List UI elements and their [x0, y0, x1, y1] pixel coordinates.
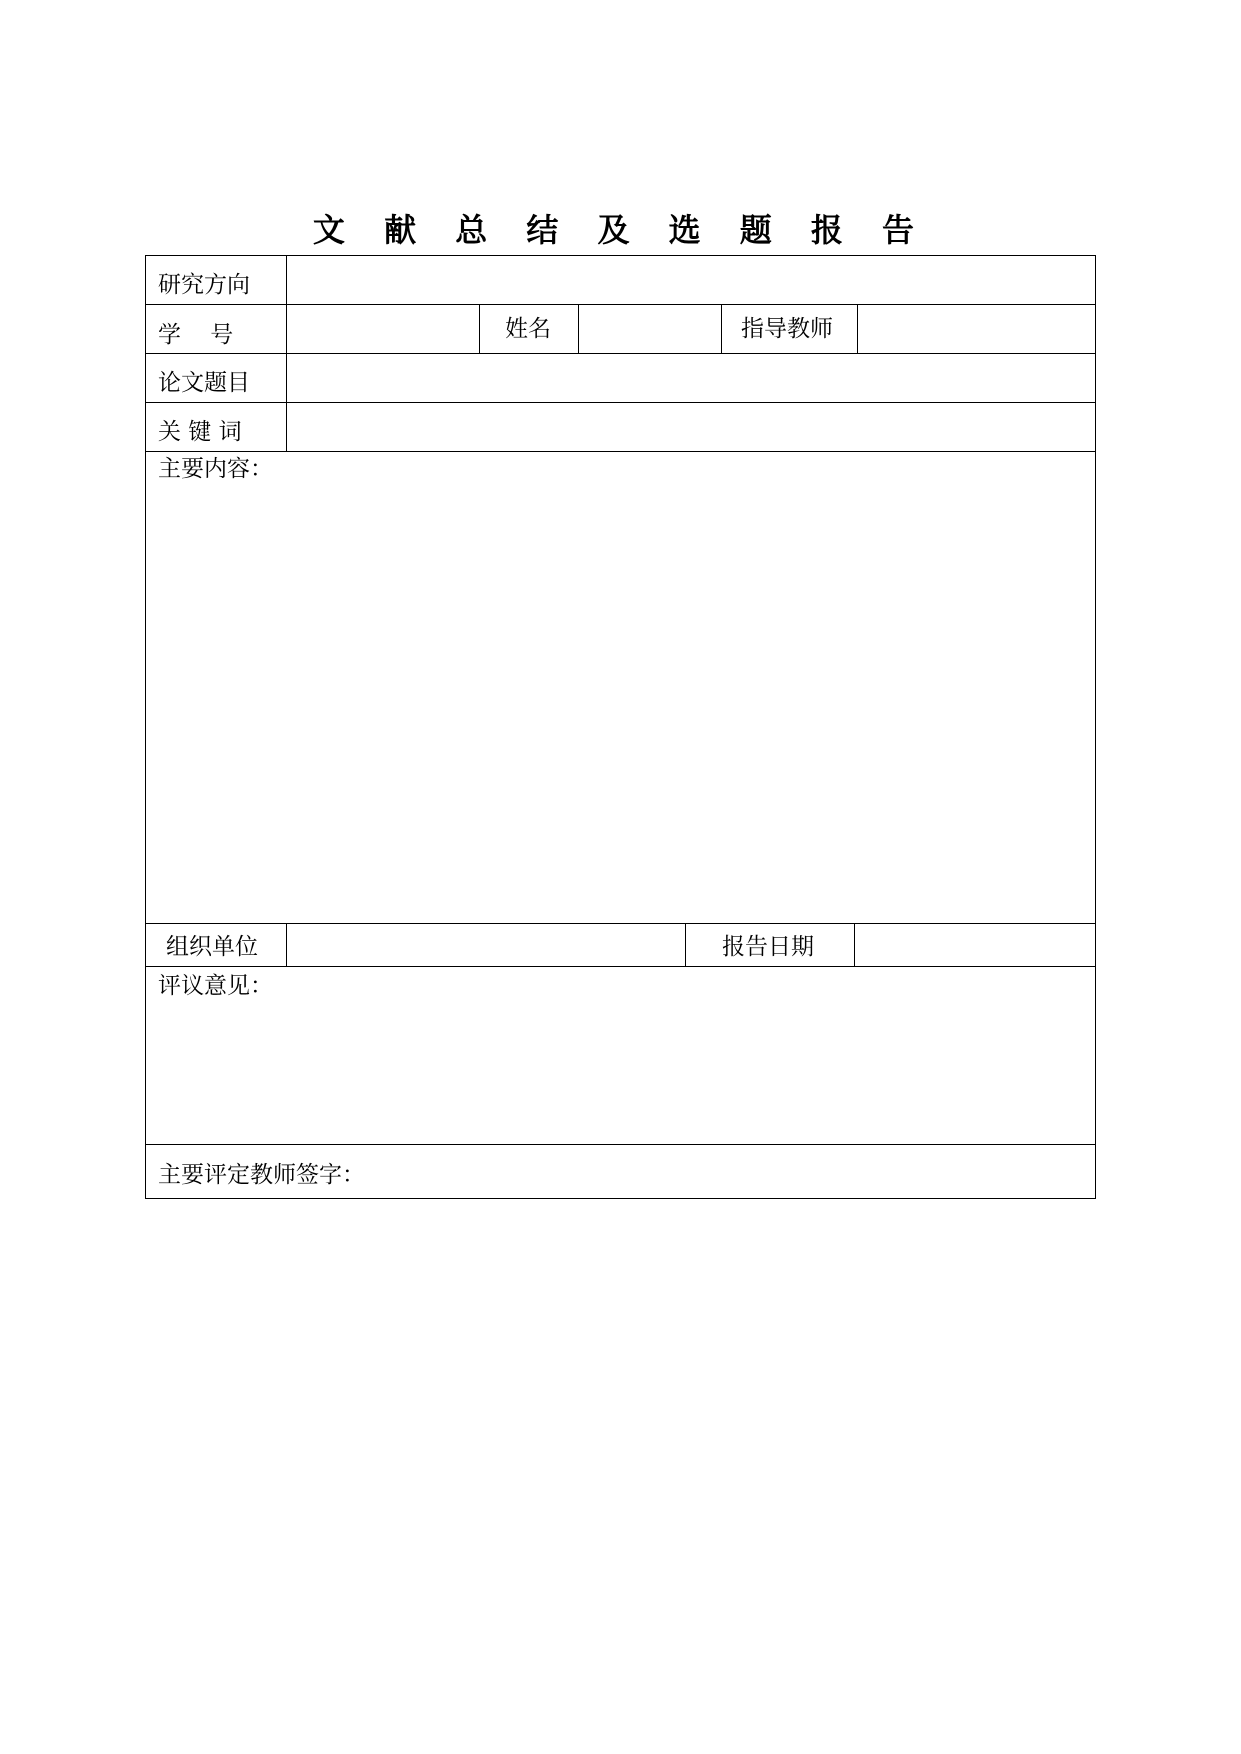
- main-content-field[interactable]: [146, 486, 1095, 923]
- advisor-label: 指导教师: [741, 316, 833, 342]
- main-content-label: 主要内容：: [158, 456, 273, 482]
- thesis-title-label: 论文题目: [158, 370, 250, 396]
- report-date-label: 报告日期: [722, 934, 814, 960]
- research-direction-label: 研究方向: [158, 272, 250, 298]
- review-field[interactable]: [146, 1003, 1095, 1144]
- review-label: 评议意见：: [158, 973, 273, 999]
- organization-label: 组织单位: [166, 934, 258, 960]
- student-id-field[interactable]: [287, 305, 479, 353]
- report-date-field[interactable]: [855, 924, 1095, 966]
- keywords-field[interactable]: [287, 403, 1095, 451]
- name-field[interactable]: [579, 305, 721, 353]
- student-id-label: 学 号: [158, 322, 234, 348]
- name-label: 姓名: [505, 316, 551, 342]
- signature-label: 主要评定教师签字：: [158, 1162, 365, 1188]
- organization-field[interactable]: [287, 924, 685, 966]
- research-direction-field[interactable]: [287, 256, 1095, 304]
- thesis-title-field[interactable]: [287, 354, 1095, 402]
- advisor-field[interactable]: [858, 305, 1095, 353]
- page-title: 文 献 总 结 及 选 题 报 告: [312, 211, 929, 249]
- keywords-label: 关 键 词: [158, 419, 242, 445]
- signature-field[interactable]: [370, 1145, 1095, 1198]
